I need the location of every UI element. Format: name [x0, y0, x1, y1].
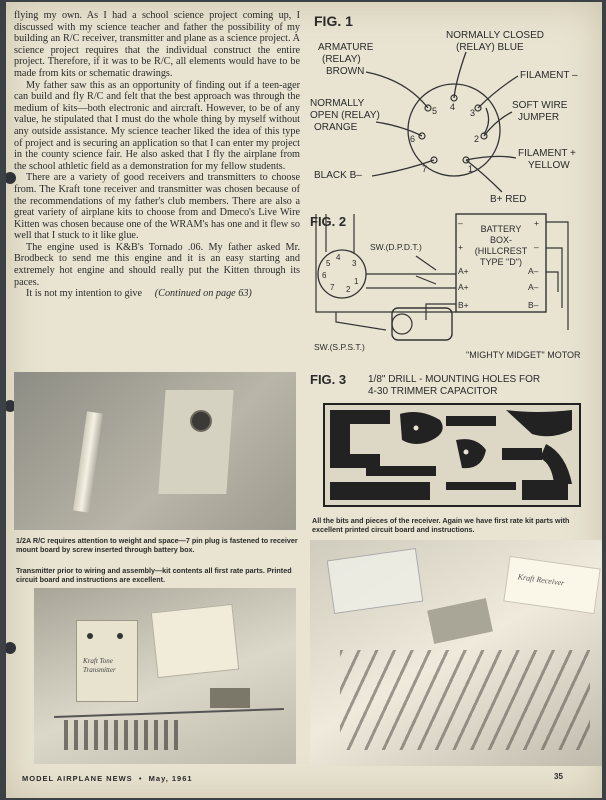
- article-paragraph: My father saw this as an opportunity of finding out if a teen-ager can build and fly R/C and felt that the best approach was through the medium of kits—both electronic and aircraft. However, to be of any value, he stipulated that I must do the whole thing by myself without any outside assistance. My science teacher liked the idea of this type of project and is securing an application so that I can enter my project in the county science fair. He also asked that I fly the airplane from the school athletic field as a demonstration for my fellow students.: [14, 79, 300, 172]
- terminal-label: B–: [528, 300, 539, 310]
- caption-photo-2: Transmitter prior to wiring and assembly—kit contents all first rate parts. Printed circuit board and instructions are excellent.: [16, 566, 292, 585]
- fig1-label-normally-open: ORANGE: [314, 122, 358, 133]
- fig1-label-filament-plus: YELLOW: [528, 160, 570, 171]
- footer-bullet: •: [138, 774, 143, 783]
- continued-note: (Continued on page 63): [154, 288, 252, 300]
- receiver-circuit-board: [427, 598, 493, 644]
- switch-dpdt-label: SW.(D.P.D.T.): [370, 242, 422, 252]
- fig1-title: FIG. 1: [314, 13, 353, 29]
- fig1-label-black: BLACK B–: [314, 170, 362, 181]
- battery-box-label: TYPE "D"): [480, 257, 522, 267]
- photo-receiver-parts: [310, 540, 602, 766]
- fig1-label-armature: ARMATURE: [318, 42, 374, 53]
- mount-board: [158, 390, 233, 494]
- battery-box-label: BATTERY: [480, 224, 522, 234]
- terminal-label: B+: [458, 300, 469, 310]
- article-paragraph: [14, 288, 300, 300]
- terminal-label: A–: [528, 282, 539, 292]
- fig1-label-normally-open: NORMALLY: [310, 98, 365, 109]
- pin-number: 3: [352, 259, 357, 268]
- fig3-label: 4-30 TRIMMER CAPACITOR: [368, 386, 498, 397]
- circuit-board-photo: [210, 688, 250, 708]
- article-paragraph: The engine used is K&B's Tornado .06. My father asked Mr. Brodbeck to send me this engine and it is an easy starting and extremely hot engine and should really put the Kitten through its paces.: [14, 241, 300, 288]
- caption-photo-3: All the bits and pieces of the receiver. Again we have first rate kit parts with excellent printed circuit board and instructions.: [312, 516, 570, 535]
- box-label: Transmitter: [83, 666, 116, 674]
- page-footer: [22, 774, 193, 783]
- photo-transmitter-kit: [34, 588, 296, 764]
- figure-2: [306, 212, 598, 362]
- figure-3: [306, 370, 598, 520]
- article-paragraph: There are a variety of good receivers and transmitters to choose from. The Kraft tone receiver and transmitter was chosen because of the recommendations of my father's club members. There are also a great variety of airplane kits to choose from and Dmeco's Live Wire Kitten was chosen because one of the WRAM's has one and it flew so well that I stuck to it like glue.: [14, 172, 300, 242]
- kit-parts: [64, 720, 184, 750]
- pin-number: 1: [354, 277, 359, 286]
- pin-number: 7: [422, 164, 428, 174]
- fig1-label-filament-plus: FILAMENT +: [518, 148, 576, 159]
- battery-box-label: BOX-: [489, 235, 513, 245]
- fig1-label-normally-open: OPEN (RELAY): [310, 110, 380, 121]
- battery-tube: [73, 411, 103, 512]
- terminal-label: –: [458, 218, 463, 228]
- article-last-line: It is not my intention to give: [26, 288, 143, 300]
- magazine-name: MODEL AIRPLANE NEWS: [22, 774, 133, 783]
- instruction-booklet: [151, 604, 239, 678]
- terminal-label: A+: [458, 266, 469, 276]
- pin-number: 6: [410, 134, 416, 144]
- pin-number: 4: [336, 253, 341, 262]
- terminal-label: A–: [528, 266, 539, 276]
- box-label: Kraft Tone: [83, 657, 113, 665]
- fig1-label-b-red: B+ RED: [490, 194, 527, 205]
- battery-box-label: (HILLCREST: [474, 246, 528, 256]
- issue-date: May, 1961: [148, 774, 193, 783]
- fig3-title: FIG. 3: [310, 372, 347, 387]
- resistors-capacitors: [340, 650, 590, 750]
- pin-number: 7: [330, 283, 335, 292]
- page-number: 35: [554, 772, 563, 781]
- fig1-label-normally-closed: NORMALLY CLOSED: [446, 30, 544, 41]
- terminal-label: +: [534, 218, 539, 228]
- fig1-label-normally-closed: (RELAY) BLUE: [456, 42, 524, 53]
- fig3-label: 1/8" DRILL - MOUNTING HOLES FOR: [368, 374, 541, 385]
- switch-spst-label: SW.(S.P.S.T.): [314, 342, 365, 352]
- fig1-label-armature: BROWN: [326, 66, 365, 77]
- plug-image: [190, 410, 212, 432]
- pin-number: 2: [346, 285, 351, 294]
- motor-body: [392, 308, 452, 340]
- caption-photo-1: 1/2A R/C requires attention to weight and space—7 pin plug is fastened to receiver mount board by screw inserted through battery box.: [16, 536, 298, 555]
- pin-number: 3: [470, 108, 476, 118]
- magazine-page: [6, 2, 602, 798]
- terminal-label: +: [458, 242, 463, 252]
- pin-number: 5: [432, 106, 438, 116]
- pin-number: 2: [474, 134, 480, 144]
- terminal-label: –: [534, 242, 539, 252]
- pin-number: 4: [450, 102, 456, 112]
- terminal-label: A+: [458, 282, 469, 292]
- article-paragraph: flying my own. As I had a school science project coming up, I discussed with my science teacher and father the possibility of my building an R/C receiver, transmitter and plane as a science project. A science project requires that the individual construct the entire project. Therefore, if it was to be R/C, all elements would have to be made from kits or schematic drawings.: [14, 10, 300, 79]
- photo-receiver-mount: [14, 372, 296, 530]
- pin-number: 6: [322, 271, 327, 280]
- fig2-title: FIG. 2: [310, 214, 347, 229]
- fig1-label-filament-minus: FILAMENT –: [520, 70, 578, 81]
- transmitter-box: [76, 620, 138, 702]
- motor-end: [392, 314, 412, 334]
- fig1-label-soft-wire: JUMPER: [518, 112, 560, 123]
- article-body: [14, 10, 300, 352]
- fig1-label-soft-wire: SOFT WIRE: [512, 100, 568, 111]
- plastic-case: [327, 548, 424, 614]
- fig1-label-armature: (RELAY): [322, 54, 361, 65]
- pin-number: 1: [468, 164, 474, 174]
- pin-number: 5: [326, 259, 331, 268]
- antenna: [54, 708, 284, 718]
- binder-hole: [6, 642, 16, 654]
- booklet-label: Kraft Receiver: [517, 572, 565, 588]
- motor-label: "MIGHTY MIDGET" MOTOR: [466, 350, 581, 360]
- figure-1: [306, 10, 598, 210]
- receiver-booklet: [503, 556, 601, 614]
